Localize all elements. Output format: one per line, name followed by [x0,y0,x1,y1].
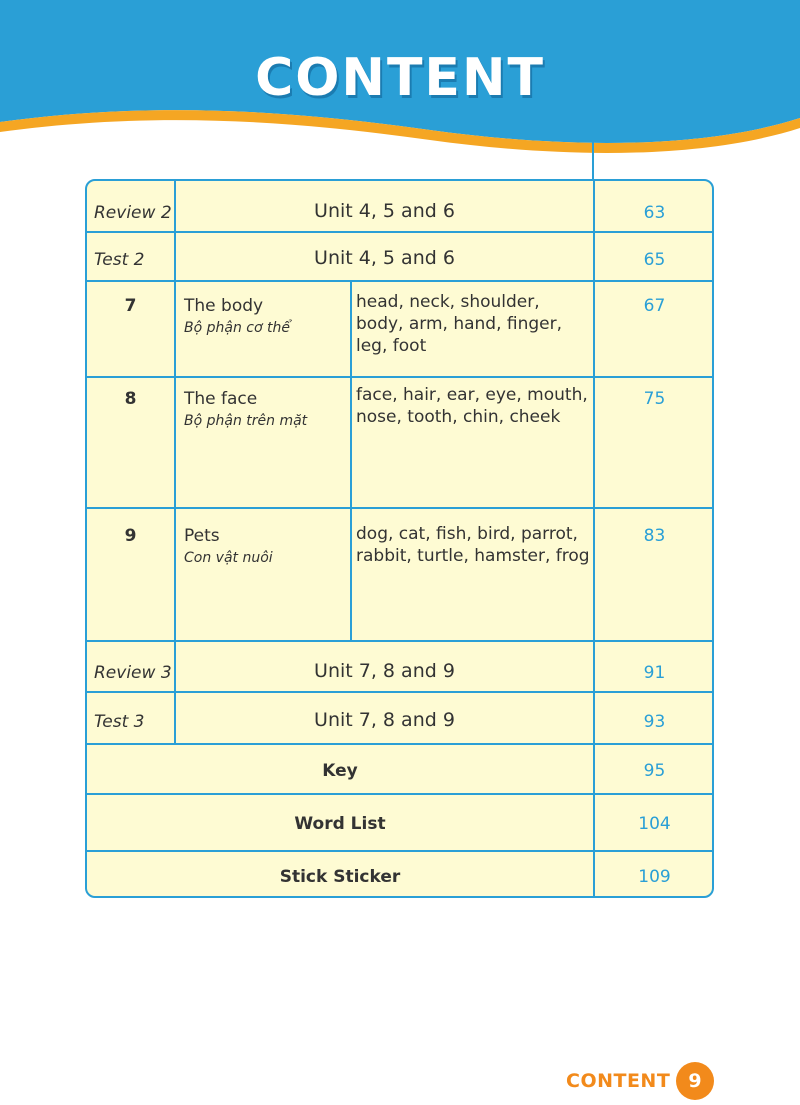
page-number[interactable]: 65 [643,250,666,270]
unit-subtitle: Bộ phận cơ thể [184,320,290,336]
section-stick-sticker: Stick Sticker [279,867,401,887]
page-number[interactable]: 83 [643,526,666,546]
unit-range: Unit 7, 8 and 9 [314,660,455,682]
page-number-badge: 9 [676,1062,714,1100]
header-banner [0,0,800,160]
vocabulary-list: head, neck, shoulder, body, arm, hand, finger, leg, foot [356,292,563,356]
unit-subtitle: Con vật nuôi [184,550,273,566]
page-number[interactable]: 67 [643,296,666,316]
row-label: Test 3 [94,712,145,732]
unit-range: Unit 7, 8 and 9 [314,709,455,731]
row-divider [87,280,712,282]
unit-number: 8 [124,389,137,409]
row-label: Test 2 [94,250,145,270]
page-number[interactable]: 104 [638,814,671,834]
row-divider [87,850,712,852]
column-divider [350,280,352,640]
section-key: Key [322,761,358,781]
unit-range: Unit 4, 5 and 6 [314,200,455,222]
row-label: Review 3 [94,663,172,683]
unit-title: The face [184,389,258,409]
page-number[interactable]: 109 [638,867,671,887]
section-word-list: Word List [294,814,386,834]
page-number[interactable]: 75 [643,389,666,409]
vocabulary-list: dog, cat, fish, bird, parrot, rabbit, turtle, hamster, frog [356,524,590,566]
badge-swoosh-icon [696,1052,716,1072]
page-number[interactable]: 91 [643,663,666,683]
page-number[interactable]: 63 [643,203,666,223]
unit-range: Unit 4, 5 and 6 [314,247,455,269]
unit-title: The body [184,296,264,316]
footer-label: CONTENT [566,1070,671,1092]
unit-title: Pets [184,526,220,546]
row-divider [87,640,712,642]
row-divider [87,231,712,233]
row-label: Review 2 [94,203,172,223]
top-divider-line [592,128,594,180]
row-divider [87,507,712,509]
row-divider [87,793,712,795]
unit-subtitle: Bộ phận trên mặt [184,413,308,429]
row-divider [87,743,712,745]
contents-table [85,179,714,898]
page-number[interactable]: 93 [643,712,666,732]
page-number[interactable]: 95 [643,761,666,781]
unit-number: 7 [124,296,137,316]
unit-number: 9 [124,526,137,546]
row-divider [87,376,712,378]
row-divider [87,691,712,693]
page-title: CONTENT [255,48,545,108]
vocabulary-list: face, hair, ear, eye, mouth, nose, tooth, chin, cheek [356,385,588,427]
